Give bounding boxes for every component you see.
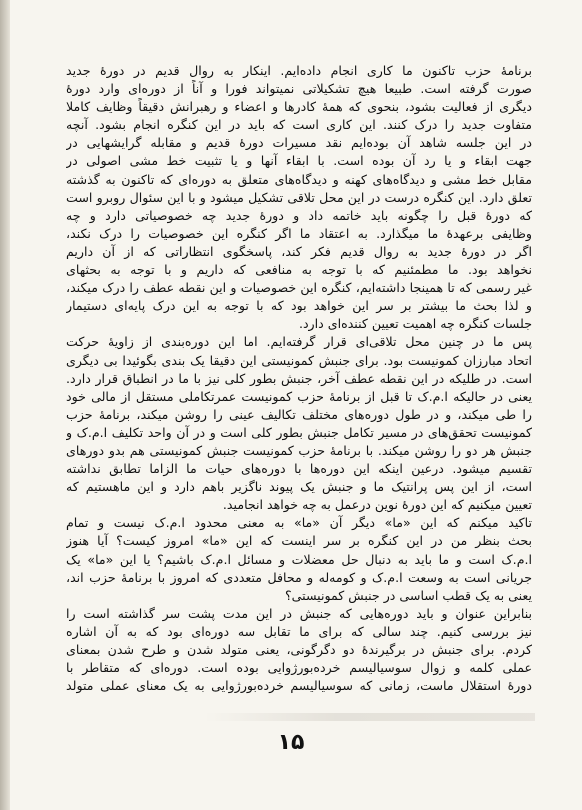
text-line: دیگری از فعالیت بشود، بنحوی که همهٔ کادرها و اعضاء و رهبرانش دقیقاً وظایف کاملا bbox=[66, 99, 532, 115]
text-line: پس ما در چنین محل تلاقی‌ای قرار گرفته‌ایم. اما این دوره‌بندی از زاویهٔ حرکت bbox=[66, 334, 532, 350]
scan-shadow bbox=[205, 713, 535, 721]
text-line: اتحاد مبارزان کمونیست بود. برای جنبش کمونیستی این دقیقا یک بندی بگوئیدا بی دیگری bbox=[66, 352, 532, 368]
text-line: جلسات کنگره چه اهمیت تعیین کننده‌ای دارد. bbox=[298, 316, 532, 332]
paragraph-4 bbox=[66, 605, 532, 695]
text-line: عملی کلمه و زوال سوسیالیسم خرده‌بورژوایی بوده است. دوره‌ای که متقاطر با bbox=[66, 660, 532, 676]
text-line: متفاوت جدید را درک کنند. این کاری است که باید در این کنگره انجام بشود. آنچه bbox=[66, 117, 532, 133]
text-line: غیر رسمی که تا همینجا داشته‌ایم، کنگره این خصوصیات و این نقطه عطف را درک میکند، bbox=[66, 280, 532, 296]
text-line: را طی میکند، و در طول دوره‌های مختلف تکالیف عینی را روشن میکند، برنامهٔ حزب bbox=[66, 406, 532, 422]
text-line: کردم. برای جنبش در برگیرندهٔ دو دگرگونی، یعنی متولد شدن و طرح شدن بمعنای bbox=[66, 642, 532, 657]
page-number: ۱۵ bbox=[277, 730, 305, 755]
text-line: است. در طلیکه در این نقطه عطف آخر، جنبش بطور کلی نیز با ما در انطباق قرار دارد. bbox=[66, 370, 532, 386]
text-line: جهت ابقاء و یا رد آن بوده است. با ابقاء آنها و یا تثبیت خط مشی اصولی در bbox=[66, 153, 532, 169]
text-line: تقسیم میشود. درعین اینکه این دوره‌ها با دوره‌های حیات ما الزاما تطابق نداشته bbox=[66, 461, 532, 477]
text-line: ا.م.ک است و ما باید به دنبال حل معضلات و مسائل ا.م.ک باشیم؟ یا این «ما» یک bbox=[66, 551, 532, 567]
text-line: بنابراین عنوان و باید دوره‌هایی که جنبش در این مدت پشت سر گذاشته است را bbox=[66, 605, 532, 621]
text-line: اگر در دورهٔ جدید به روال قدیم فکر کند، پاسخگوی انتظاراتی که از آن داریم bbox=[66, 243, 532, 259]
text-line: یعنی در حالیکه ا.م.ک تا قبل از برنامهٔ حزب کمونیست عمرتکاملی مستقل از مالی خود bbox=[66, 388, 532, 404]
text-line: در این جلسه شاهد آن بوده‌ایم نقد مسیرات دورهٔ قدیم و مقابله گرایشهایی در bbox=[66, 135, 532, 151]
text-line: و لذا بحث ما بیشتر بر سر این خواهد بود که با توجه به این درک پایه‌ای دستیمار bbox=[66, 298, 532, 314]
text-line: بحث بنظر من در این کنگره بر سر اینست که این «ما» امروز کیست؟ آیا هنوز bbox=[66, 533, 532, 549]
text-line: جنبش هر دو را روشن میکند. با برنامهٔ حزب کمونیست جنبش کمونیستی هم بدو دورهای bbox=[66, 442, 532, 458]
text-line: وظایفی برعهده‌ٔ ما میگذارد. به اعتقاد ما اگر کنگره این خصوصیات را درک نکند، bbox=[66, 225, 532, 241]
text-line: دورهٔ استقلال ماست، زمانی که سوسیالیسم خرده‌بورژوایی به یک معنای عملی متولد bbox=[66, 678, 532, 694]
text-line: تاکید میکنم که این «ما» دیگر آن «ما» به معنی محدود ا.م.ک نیست و تمام bbox=[66, 515, 532, 531]
text-line: که دورهٔ قبل را چگونه باید خاتمه داد و دورهٔ جدید چه خصوصیاتی دارد و چه bbox=[66, 207, 532, 223]
paragraph-3 bbox=[66, 514, 532, 604]
text-line: یعنی به یک قطب اساسی در جنبش کمونیستی؟ bbox=[284, 587, 532, 603]
text-line: تعلق دارد. این کنگره درست در این محل تلاقی تشکیل میشود و با این سئوال روبرو است bbox=[66, 189, 532, 205]
text-line: جریانی است به وسعت ا.م.ک و کومه‌له و محافل متعددی که امروز با برنامهٔ حزب اند، bbox=[66, 569, 532, 585]
text-line: برنامهٔ حزب تاکنون ما کاری انجام داده‌ایم. اینکار به روال قدیم در دورهٔ جدید bbox=[66, 63, 532, 78]
text-line: تعیین میکنیم که این دورهٔ نوین درعمل به چه خواهد انجامید. bbox=[222, 497, 532, 513]
text-line: است، از این پس پرانتیک ما و جنبش یک پیوند ناگزیر باهم دارد و این ماهستیم که bbox=[66, 479, 532, 495]
text-line: نیز بررسی کنیم. چند سالی که برای ما تقابل سه دوره‌ای بود که به آن اشاره bbox=[66, 623, 532, 639]
paragraph-1 bbox=[66, 62, 532, 333]
text-line: صورت گرفته است. طبیعا هیچ تشکیلاتی نمیتواند فورا و آناً از دوره‌ای وارد دورهٔ bbox=[66, 81, 532, 97]
paragraph-2 bbox=[66, 333, 532, 514]
text-line: مقابل خط مشی و دیدگاه‌های کهنه و دیدگاه‌های متعلق به دوره‌ای که تاکنون به گذشته bbox=[66, 171, 532, 187]
text-line: کمونیست تحقق‌های در مسیر تکامل جنبش بطور کلی است و در آن واحد تکلیف ا.م.ک و bbox=[66, 424, 532, 440]
text-line: نخواهد بود. ما مطمئنیم که با توجه به منافعی که داریم و با توجه به بحثهای bbox=[66, 262, 532, 278]
body-text bbox=[66, 62, 532, 695]
scan-edge bbox=[0, 0, 10, 810]
